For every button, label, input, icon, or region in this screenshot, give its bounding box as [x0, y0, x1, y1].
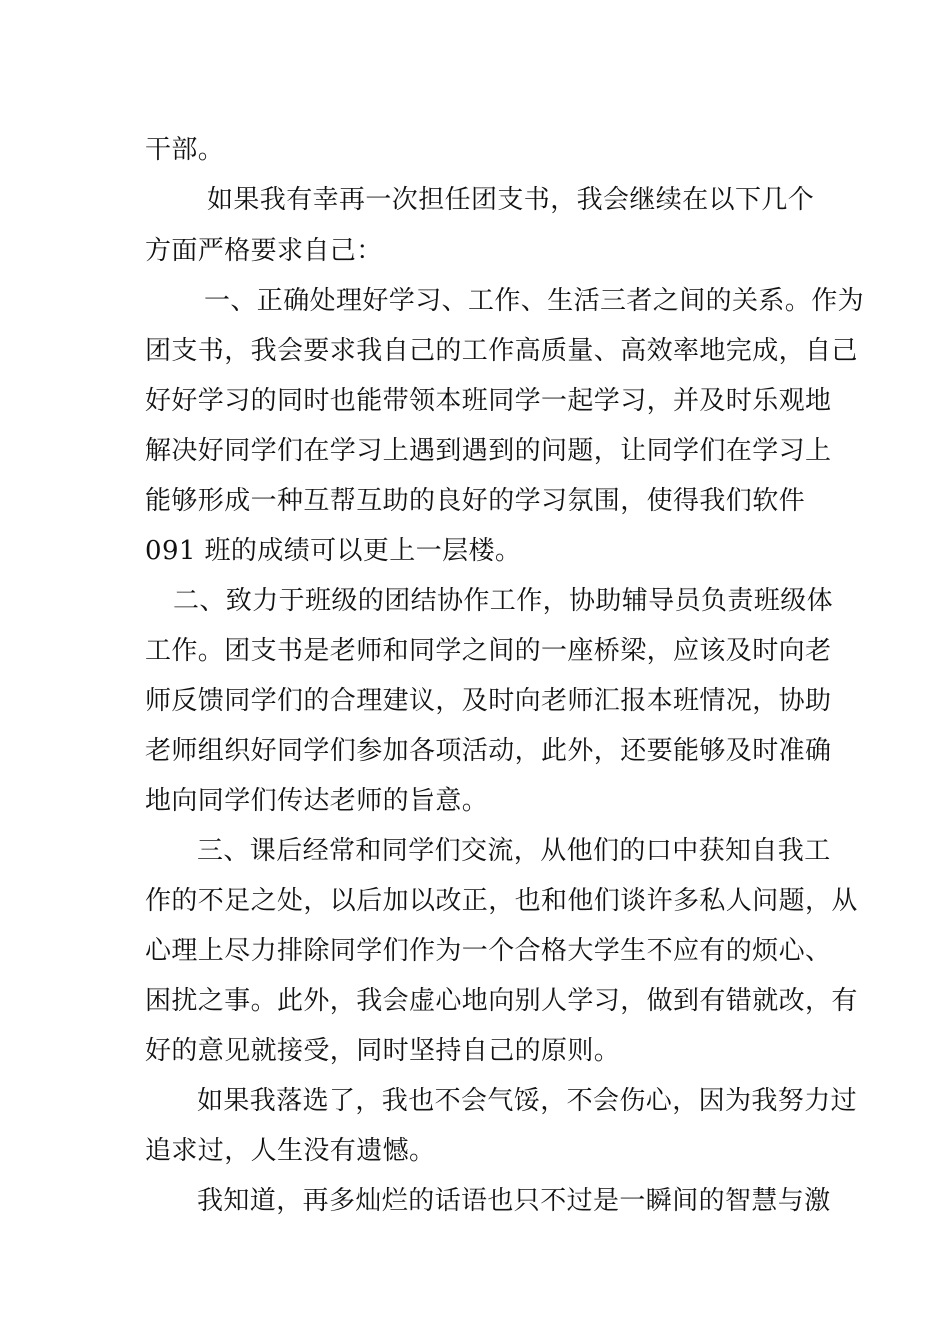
- text-line: 解决好同学们在学习上遇到遇到的问题，让同学们在学习上: [145, 436, 832, 466]
- text-line: 师反馈同学们的合理建议，及时向老师汇报本班情况，协助: [145, 686, 832, 716]
- text-line: 二、致力于班级的团结协作工作，协助辅导员负责班级体: [173, 586, 834, 616]
- text-line: 方面严格要求自己：: [145, 236, 383, 266]
- text-line: 干部。: [145, 135, 225, 165]
- text-line: 091 班的成绩可以更上一层楼。: [145, 536, 522, 566]
- text-line: 心理上尽力排除同学们作为一个合格大学生不应有的烦心、: [145, 936, 832, 966]
- text-line: 能够形成一种互帮互助的良好的学习氛围，使得我们软件: [145, 486, 806, 516]
- text-line: 团支书，我会要求我自己的工作高质量、高效率地完成，自己: [145, 336, 858, 366]
- text-line: 三、课后经常和同学们交流，从他们的口中获知自我工: [197, 836, 831, 866]
- text-line: 地向同学们传达老师的旨意。: [145, 786, 489, 816]
- text-line: 作的不足之处，以后加以改正，也和他们谈许多私人问题，从: [145, 886, 858, 916]
- text-line: 好好学习的同时也能带领本班同学一起学习，并及时乐观地: [145, 386, 832, 416]
- text-line: 困扰之事。此外，我会虚心地向别人学习，做到有错就改，有: [145, 986, 858, 1016]
- text-line: 我知道，再多灿烂的话语也只不过是一瞬间的智慧与激: [197, 1186, 831, 1216]
- text-line: 好的意见就接受，同时坚持自己的原则。: [145, 1036, 621, 1066]
- text-line: 如果我落选了，我也不会气馁，不会伤心，因为我努力过: [197, 1086, 858, 1116]
- text-line: 工作。团支书是老师和同学之间的一座桥梁，应该及时向老: [145, 636, 832, 666]
- text-line: 如果我有幸再一次担任团支书，我会继续在以下几个: [207, 185, 815, 215]
- text-line: 一、正确处理好学习、工作、生活三者之间的关系。作为: [204, 286, 865, 316]
- text-line: 老师组织好同学们参加各项活动，此外，还要能够及时准确: [145, 736, 832, 766]
- text-line: 追求过，人生没有遗憾。: [145, 1136, 436, 1166]
